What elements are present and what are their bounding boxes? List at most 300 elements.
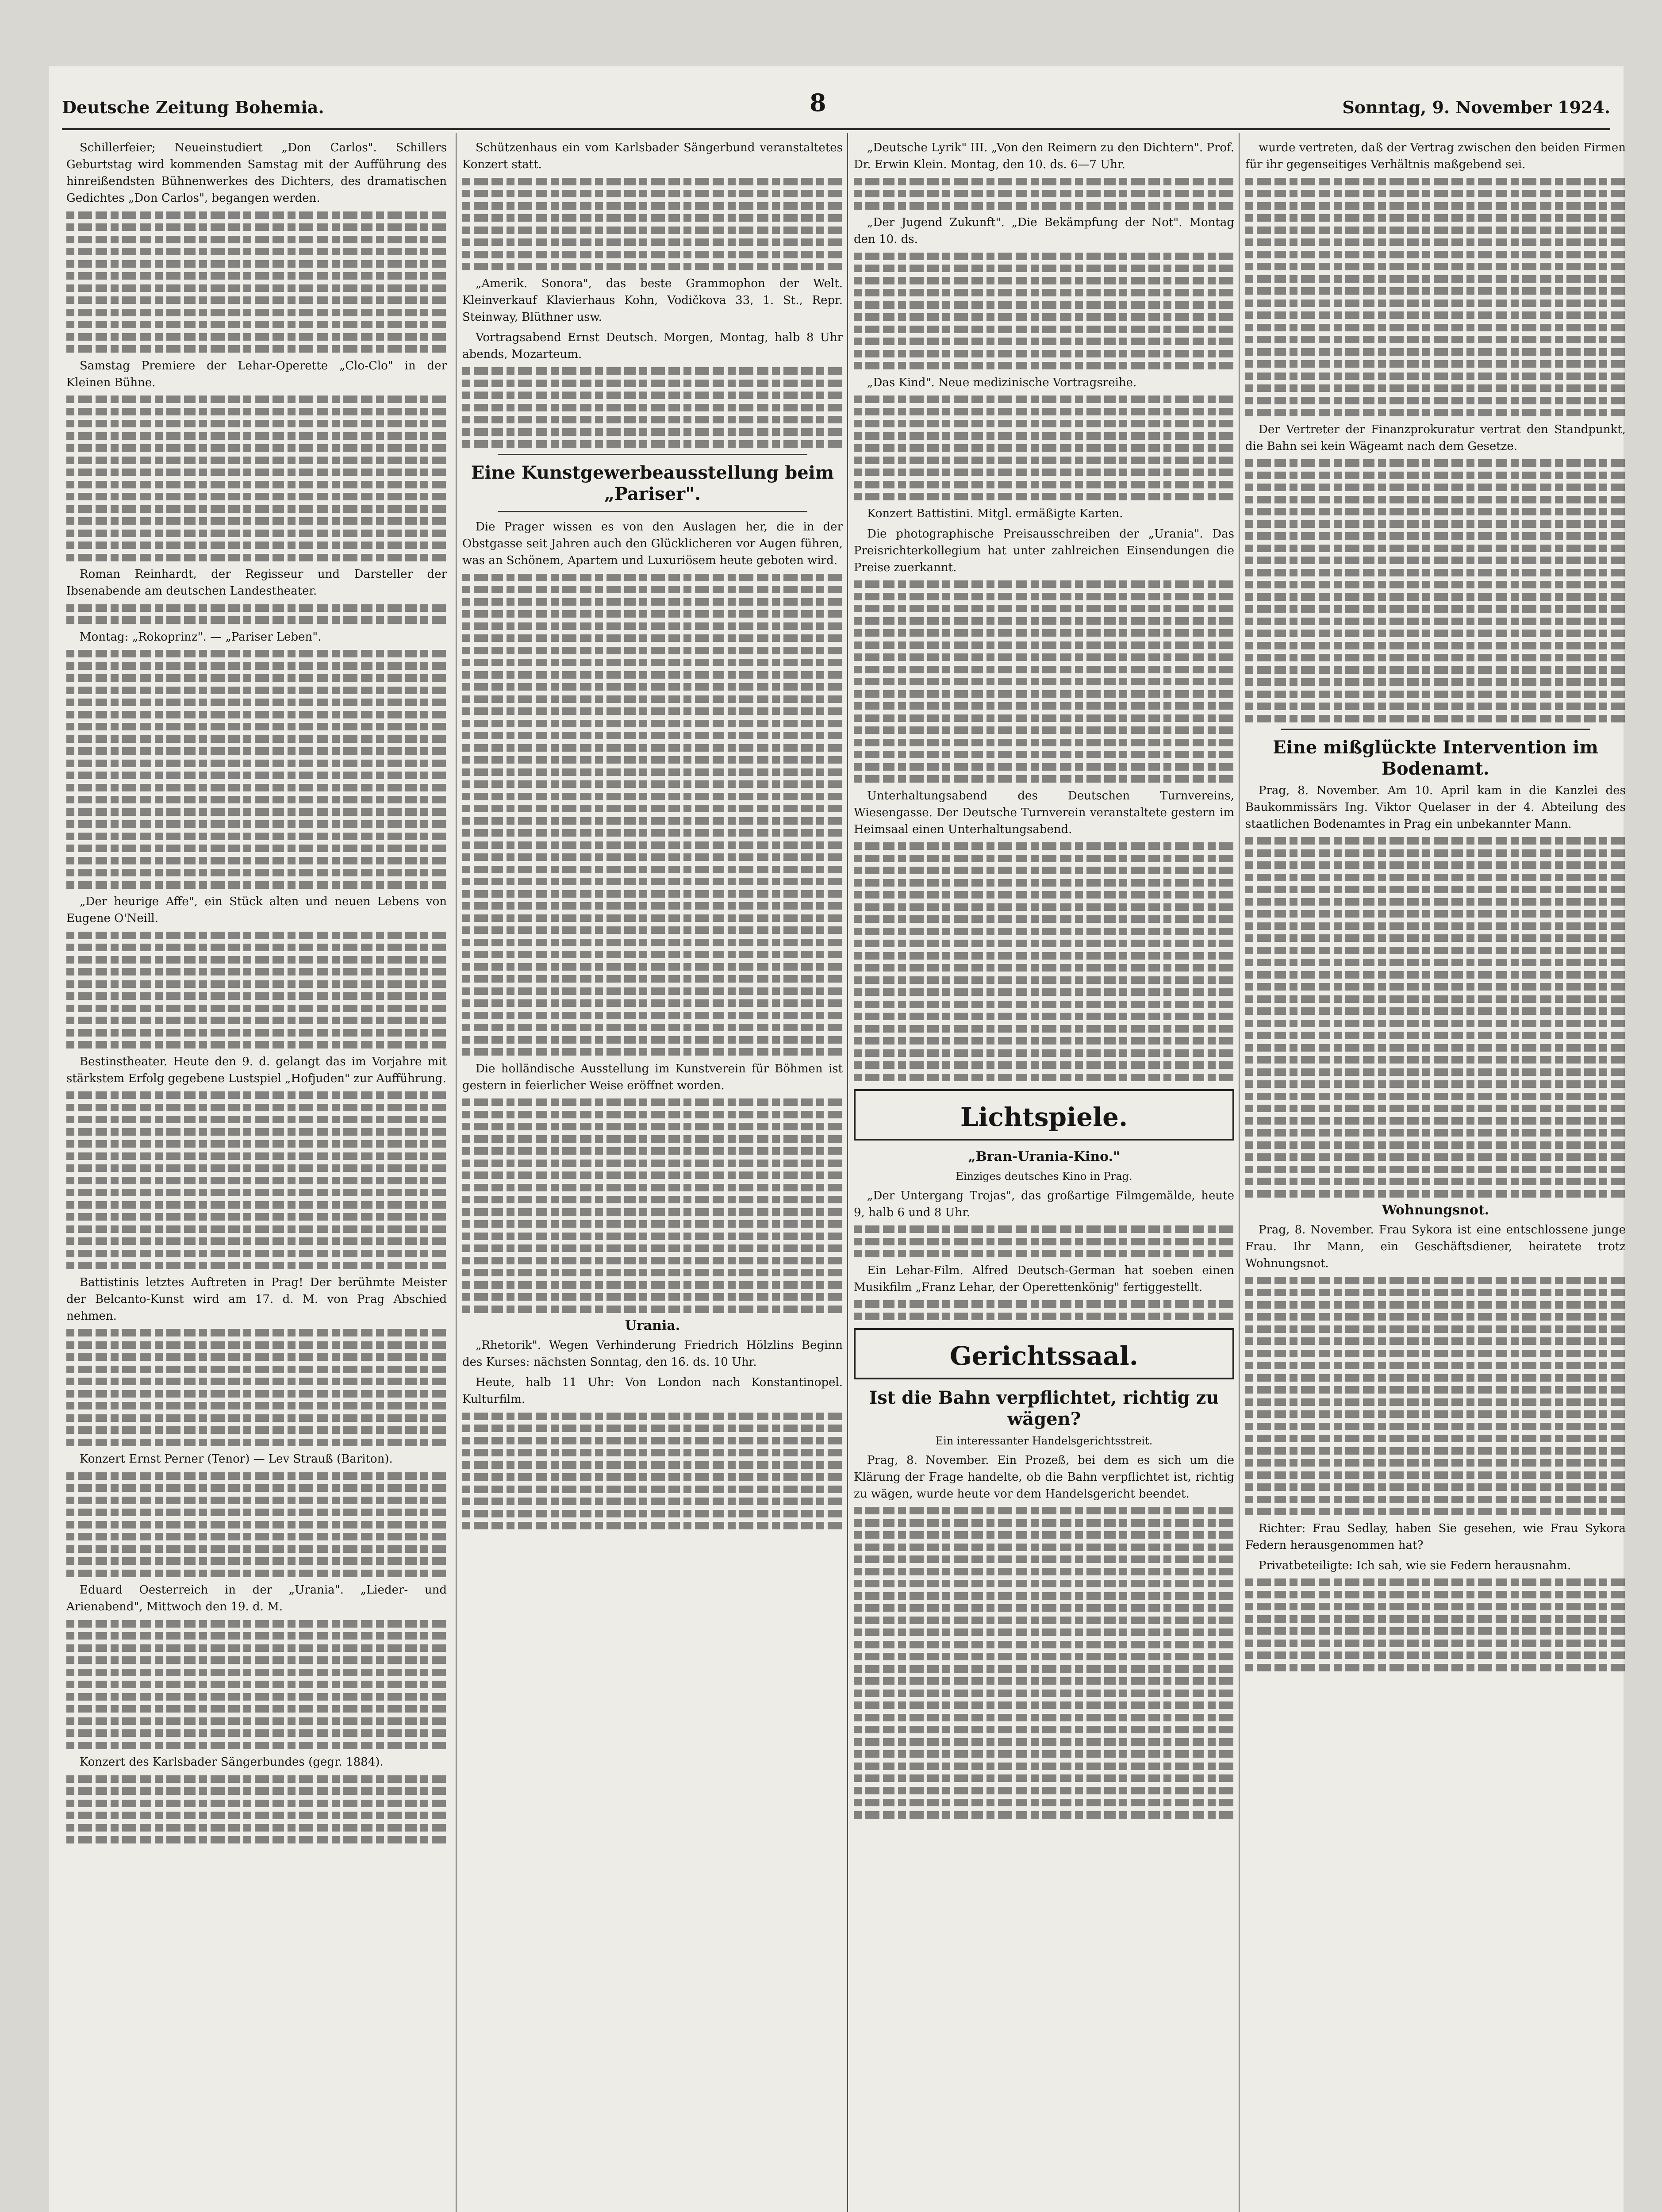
text-lines (462, 1473, 843, 1481)
text-lines (854, 964, 1234, 972)
text-lines (1245, 1627, 1626, 1635)
page-header (62, 88, 1610, 124)
article-paragraph: Konzert Battistini. Mitgl. ermäßigte Karten. (867, 507, 1123, 520)
newspaper-title: Deutsche Zeitung Bohemia. (62, 97, 324, 117)
text-lines (1245, 1190, 1626, 1198)
text-lines (1245, 472, 1626, 479)
section-heading: Urania. (625, 1318, 680, 1333)
text-lines (854, 976, 1234, 984)
text-lines (854, 1665, 1234, 1673)
text-lines (66, 1104, 447, 1111)
text-lines (1245, 581, 1626, 588)
text-lines (66, 1729, 447, 1737)
text-lines (462, 190, 843, 197)
text-lines (462, 1147, 843, 1155)
article-paragraph: Battistinis letztes Auftreten in Prag! Der berühmte Meister der Belcanto-Kunst wird am 17. d. M. von Prag Abschied nehmen. (66, 1275, 447, 1323)
text-lines (462, 1024, 843, 1031)
text-lines (462, 732, 843, 739)
text-lines (1245, 910, 1626, 918)
text-lines (462, 707, 843, 715)
text-lines (462, 914, 843, 922)
text-lines (854, 1787, 1234, 1794)
text-lines (66, 980, 447, 988)
text-lines (854, 289, 1234, 296)
text-lines (66, 211, 447, 219)
text-lines (854, 617, 1234, 625)
text-lines (854, 702, 1234, 710)
column-1 (66, 139, 447, 2212)
text-lines (854, 1507, 1234, 1514)
text-lines (462, 890, 843, 898)
text-lines (66, 1091, 447, 1099)
text-lines (854, 408, 1234, 415)
text-lines (66, 1005, 447, 1012)
text-lines (1245, 874, 1626, 881)
text-lines (462, 574, 843, 581)
text-lines (854, 178, 1234, 185)
text-lines (66, 1545, 447, 1553)
text-lines (66, 236, 447, 243)
text-lines (1245, 311, 1626, 319)
text-lines (854, 253, 1234, 260)
header-rule (62, 128, 1610, 130)
text-lines (1245, 1032, 1626, 1039)
article-paragraph: Prag, 8. November. Frau Sykora ist eine entschlossene junge Frau. Ihr Mann, ein Geschäftsdiener, heiratete trotz Wohnungsnot. (1245, 1223, 1626, 1270)
text-lines (854, 1544, 1234, 1551)
text-lines (1245, 922, 1626, 930)
article-paragraph: Roman Reinhardt, der Regisseur und Darsteller der Ibsenabende am deutschen Landestheater. (66, 568, 447, 598)
text-lines (462, 202, 843, 210)
text-lines (1245, 1410, 1626, 1418)
text-lines (66, 1140, 447, 1148)
section-heading: Lichtspiele. (960, 1102, 1128, 1132)
text-lines (1245, 227, 1626, 234)
text-lines (1245, 1508, 1626, 1515)
text-lines (854, 1001, 1234, 1008)
headline: Eine Kunstgewerbeausstellung beim „Pariser". (471, 462, 834, 504)
text-lines (66, 1484, 447, 1492)
text-lines (66, 820, 447, 828)
text-lines (66, 1329, 447, 1336)
section-box (854, 1328, 1234, 1379)
text-lines (66, 616, 447, 624)
text-lines (462, 1425, 843, 1432)
text-lines (66, 1717, 447, 1725)
text-lines (66, 699, 447, 706)
text-lines (462, 780, 843, 788)
text-lines (66, 881, 447, 889)
text-lines (66, 674, 447, 682)
section-rule (498, 511, 807, 512)
headline: Ist die Bahn verpflichtet, richtig zu wägen? (869, 1387, 1219, 1429)
text-lines (462, 598, 843, 606)
article-paragraph: Schützenhaus ein vom Karlsbader Sängerbund veranstaltetes Konzert statt. (462, 141, 843, 171)
section-heading: Wohnungsnot. (1382, 1202, 1489, 1218)
text-lines (854, 1531, 1234, 1539)
text-lines (854, 1037, 1234, 1045)
text-lines (1245, 971, 1626, 979)
text-lines (1245, 1664, 1626, 1671)
text-lines (1245, 1105, 1626, 1112)
text-lines (854, 1738, 1234, 1746)
text-lines (66, 845, 447, 852)
text-lines (854, 326, 1234, 333)
text-lines (854, 1580, 1234, 1587)
text-lines (1245, 190, 1626, 197)
text-lines (66, 1812, 447, 1819)
text-lines (66, 248, 447, 255)
text-lines (1245, 1362, 1626, 1369)
text-lines (66, 321, 447, 328)
text-lines (462, 841, 843, 849)
text-lines (66, 1128, 447, 1136)
text-lines (462, 1208, 843, 1216)
text-lines (1245, 1093, 1626, 1100)
text-lines (1245, 1277, 1626, 1284)
text-lines (854, 1238, 1234, 1245)
text-lines (1245, 1398, 1626, 1406)
text-lines (462, 768, 843, 776)
text-lines (462, 1135, 843, 1143)
text-lines (1245, 1386, 1626, 1394)
text-lines (462, 878, 843, 885)
text-lines (462, 1233, 843, 1240)
text-lines (66, 1533, 447, 1540)
text-lines (462, 659, 843, 666)
text-lines (66, 1189, 447, 1196)
text-lines (1245, 849, 1626, 857)
text-lines (854, 1653, 1234, 1660)
text-lines (854, 277, 1234, 284)
article-paragraph: Heute, halb 11 Uhr: Von London nach Konstantinopel. Kulturfilm. (462, 1376, 843, 1406)
article-paragraph: „Deutsche Lyrik" III. „Von den Reimern zu den Dichtern". Prof. Dr. Erwin Klein. Montag, den 10. ds. 6—7 Uhr. (854, 141, 1234, 171)
text-lines (1245, 238, 1626, 246)
text-lines (1245, 1068, 1626, 1076)
article-paragraph: Richter: Frau Sedlay, haben Sie gesehen, wie Frau Sykora Federn herausgenommen hat? (1245, 1521, 1626, 1552)
text-lines (1245, 1423, 1626, 1430)
text-lines (66, 432, 447, 440)
text-lines (66, 284, 447, 292)
text-lines (854, 891, 1234, 899)
text-lines (854, 493, 1234, 500)
text-lines (462, 987, 843, 995)
text-lines (854, 301, 1234, 309)
text-lines (66, 968, 447, 975)
text-lines (854, 1750, 1234, 1758)
text-lines (1245, 178, 1626, 185)
text-lines (1245, 1166, 1626, 1173)
text-lines (66, 1341, 447, 1349)
text-lines (1245, 605, 1626, 613)
text-lines (66, 272, 447, 280)
headline: Eine mißglückte Intervention im Bodenamt. (1273, 737, 1598, 779)
text-lines (66, 517, 447, 525)
text-lines (66, 1402, 447, 1409)
text-lines (1245, 263, 1626, 270)
column-divider (456, 133, 457, 2212)
text-lines (66, 1742, 447, 1749)
text-lines (1245, 703, 1626, 710)
text-lines (854, 1013, 1234, 1020)
text-lines (66, 345, 447, 353)
text-lines (462, 1449, 843, 1456)
text-lines (66, 662, 447, 670)
text-lines (66, 1632, 447, 1640)
text-lines (1245, 1471, 1626, 1479)
text-lines (66, 869, 447, 876)
text-lines (66, 469, 447, 476)
section-heading: Gerichtssaal. (950, 1340, 1138, 1371)
text-lines (66, 1787, 447, 1795)
text-lines (66, 956, 447, 964)
text-lines (1245, 520, 1626, 528)
text-lines (854, 396, 1234, 403)
text-lines (66, 1029, 447, 1037)
text-lines (854, 1677, 1234, 1685)
text-lines (1245, 496, 1626, 503)
text-lines (1245, 898, 1626, 906)
text-lines (462, 1437, 843, 1444)
text-lines (462, 1244, 843, 1252)
text-lines (1245, 202, 1626, 210)
article-paragraph: Konzert Ernst Perner (Tenor) — Lev Strauß (Bariton). (80, 1452, 393, 1466)
text-lines (66, 1775, 447, 1783)
text-lines (66, 530, 447, 537)
text-lines (462, 744, 843, 752)
text-lines (462, 416, 843, 423)
text-lines (66, 747, 447, 755)
text-lines (462, 367, 843, 375)
text-lines (462, 1220, 843, 1228)
text-lines (462, 392, 843, 399)
column-divider (847, 133, 848, 2212)
article-paragraph: Schillerfeier; Neueinstudiert „Don Carlos". Schillers Geburtstag wird kommenden Samstag mit der Aufführung des hinreißendsten Bühnenwerkes des Dichters, des dramatischen Gedichtes „Don Carlos", begangen werden. (66, 141, 447, 205)
text-lines (66, 1237, 447, 1245)
text-lines (1245, 1447, 1626, 1455)
text-lines (462, 853, 843, 861)
text-lines (1245, 983, 1626, 991)
text-lines (66, 711, 447, 718)
text-lines (854, 915, 1234, 923)
text-lines (462, 683, 843, 691)
text-lines (1245, 678, 1626, 686)
column-2 (462, 139, 843, 2212)
text-lines (66, 932, 447, 939)
text-lines (854, 1701, 1234, 1709)
text-lines (1245, 886, 1626, 893)
text-lines (66, 1201, 447, 1209)
text-lines (854, 190, 1234, 197)
text-lines (1245, 1117, 1626, 1125)
text-lines (66, 723, 447, 730)
text-lines (854, 457, 1234, 464)
section-subheading: Einziges deutsches Kino in Prag. (956, 1170, 1132, 1183)
article-paragraph: Konzert des Karlsbader Sängerbundes (gegr. 1884). (80, 1755, 384, 1769)
text-lines (1245, 1007, 1626, 1015)
article-paragraph: Bestinstheater. Heute den 9. d. gelangt das im Vorjahre mit stärkstem Erfolg gegebene Lustspiel „Hofjuden" zur Aufführung. (66, 1055, 447, 1085)
text-lines (1245, 397, 1626, 404)
text-lines (1245, 642, 1626, 649)
text-lines (1245, 324, 1626, 331)
text-lines (66, 1366, 447, 1373)
column-4 (1245, 139, 1626, 2212)
text-lines (854, 1300, 1234, 1308)
text-lines (854, 928, 1234, 935)
text-lines (462, 975, 843, 983)
text-lines (854, 1726, 1234, 1733)
text-lines (1245, 348, 1626, 356)
text-lines (462, 1196, 843, 1203)
text-lines (462, 963, 843, 971)
text-lines (854, 739, 1234, 746)
text-lines (854, 1049, 1234, 1057)
text-lines (1245, 959, 1626, 966)
text-lines (462, 817, 843, 825)
text-lines (66, 541, 447, 549)
text-lines (854, 1074, 1234, 1081)
text-lines (1245, 1056, 1626, 1064)
text-lines (462, 1281, 843, 1289)
article-paragraph: Montag: „Rokoprinz". — „Pariser Leben". (80, 630, 322, 644)
text-lines (854, 1628, 1234, 1636)
newspaper-page (49, 66, 1624, 2212)
text-lines (462, 1098, 843, 1106)
text-lines (66, 309, 447, 316)
text-lines (1245, 593, 1626, 601)
text-lines (66, 944, 447, 951)
text-lines (66, 1164, 447, 1172)
text-lines (462, 793, 843, 800)
text-lines (854, 1641, 1234, 1648)
text-lines (462, 404, 843, 411)
text-lines (66, 1824, 447, 1832)
article-paragraph: Vortragsabend Ernst Deutsch. Morgen, Montag, halb 8 Uhr abends, Mozarteum. (462, 330, 843, 361)
text-lines (462, 939, 843, 946)
text-lines (462, 1486, 843, 1493)
text-lines (462, 695, 843, 703)
text-lines (854, 751, 1234, 758)
page-number: 8 (810, 88, 826, 117)
column-divider (1239, 133, 1240, 2212)
text-lines (1245, 934, 1626, 942)
text-lines (1245, 1301, 1626, 1309)
text-lines (66, 333, 447, 341)
article-paragraph: Samstag Premiere der Lehar-Operette „Clo-Clo" in der Kleinen Bühne. (66, 359, 447, 389)
text-lines (66, 1414, 447, 1422)
text-lines (66, 833, 447, 840)
text-lines (462, 1257, 843, 1264)
text-lines (1245, 1129, 1626, 1137)
text-lines (462, 1012, 843, 1019)
text-lines (854, 867, 1234, 874)
section-rule (1281, 729, 1590, 730)
text-lines (1245, 1153, 1626, 1161)
text-lines (1245, 1044, 1626, 1052)
article-paragraph: „Der Jugend Zukunft". „Die Bekämpfung der Not". Montag den 10. ds. (854, 216, 1234, 246)
text-lines (854, 1025, 1234, 1033)
text-lines (854, 1811, 1234, 1819)
text-lines (1245, 1080, 1626, 1088)
text-lines (1245, 409, 1626, 416)
article-paragraph: Die photographische Preisausschreiben der „Urania". Das Preisrichterkollegium hat unter zahlreichen Einsendungen die Preise zuerkannt. (854, 527, 1234, 574)
text-lines (462, 902, 843, 910)
text-lines (66, 1426, 447, 1434)
text-lines (854, 678, 1234, 685)
text-lines (1245, 1325, 1626, 1333)
text-lines (1245, 1435, 1626, 1442)
text-lines (462, 263, 843, 270)
text-lines (1245, 1603, 1626, 1610)
text-lines (462, 227, 843, 234)
text-lines (66, 396, 447, 403)
text-lines (66, 1378, 447, 1385)
text-lines (66, 1116, 447, 1123)
article-paragraph: Prag, 8. November. Ein Prozeß, bei dem es sich um die Klärung der Frage handelte, ob die Bahn verpflichtet ist, richtig zu wägen, wurde heute vor dem Handelsgericht beendet. (854, 1453, 1234, 1501)
text-lines (66, 1836, 447, 1843)
text-lines (462, 671, 843, 679)
text-lines (462, 428, 843, 436)
text-lines (854, 1763, 1234, 1770)
text-lines (462, 805, 843, 812)
text-lines (1245, 1459, 1626, 1467)
text-lines (854, 362, 1234, 369)
text-lines (462, 999, 843, 1007)
section-subheading: „Bran-Urania-Kino." (968, 1148, 1120, 1164)
text-lines (66, 1620, 447, 1628)
text-lines (462, 647, 843, 654)
text-lines (66, 1152, 447, 1160)
text-lines (854, 1061, 1234, 1069)
text-lines (1245, 484, 1626, 491)
text-lines (854, 469, 1234, 476)
text-lines (1245, 532, 1626, 540)
text-lines (462, 866, 843, 873)
text-lines (1245, 691, 1626, 698)
text-lines (66, 296, 447, 304)
text-lines (66, 457, 447, 464)
text-lines (66, 1570, 447, 1577)
text-lines (854, 653, 1234, 661)
text-lines (854, 1225, 1234, 1233)
text-lines (66, 650, 447, 657)
text-lines (1245, 618, 1626, 625)
text-lines (1245, 214, 1626, 222)
text-lines (462, 1498, 843, 1505)
text-lines (66, 1439, 447, 1446)
text-lines (66, 796, 447, 803)
text-lines (462, 1269, 843, 1276)
text-lines (854, 903, 1234, 911)
text-lines (66, 260, 447, 268)
text-lines (854, 580, 1234, 588)
text-lines (462, 1111, 843, 1118)
article-paragraph: „Der heurige Affe", ein Stück alten und neuen Lebens von Eugene O'Neill. (66, 895, 447, 925)
text-lines (1245, 861, 1626, 869)
text-lines (854, 444, 1234, 452)
text-lines (66, 554, 447, 561)
text-lines (854, 350, 1234, 357)
text-lines (462, 238, 843, 246)
text-lines (854, 338, 1234, 345)
text-lines (854, 690, 1234, 698)
text-lines (66, 1262, 447, 1269)
text-lines (854, 714, 1234, 722)
text-lines (462, 622, 843, 630)
text-lines (66, 408, 447, 415)
text-lines (1245, 1178, 1626, 1185)
text-lines (66, 1656, 447, 1664)
advertisement: „Amerik. Sonora", das beste Grammophon der Welt. Kleinverkauf Klavierhaus Kohn, Vodičkova 33, 1. St., Repr. Steinway, Blüthner usw. (462, 276, 843, 324)
